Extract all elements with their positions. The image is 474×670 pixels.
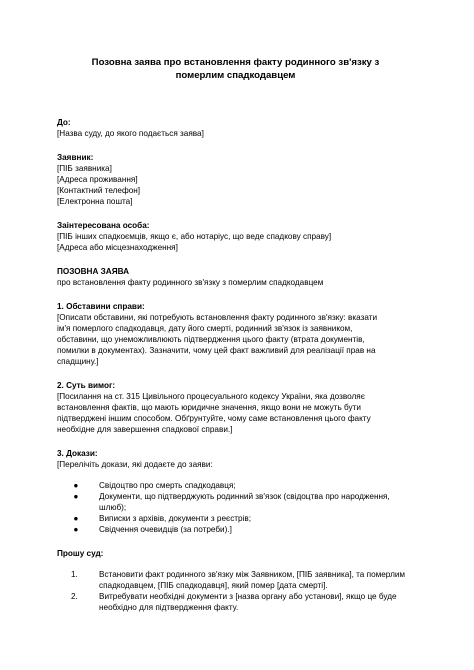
applicant-email: [Електронна пошта] [57, 197, 133, 206]
bullet-icon: ● [73, 481, 79, 490]
interested-party-name: [ПІБ інших спадкоємців, якщо є, або нотаріус, що веде спадкову справу] [57, 232, 332, 241]
applicant-phone: [Контактний телефон] [57, 186, 141, 195]
section-claims-line: необхідне для завершення спадкової справи.] [57, 425, 233, 434]
to-block [57, 117, 414, 139]
interested-party-label: Заінтересована особа: [57, 221, 150, 230]
section-claims-line: [Посилання на ст. 315 Цивільного процесуального кодексу України, яка дозволяє [57, 392, 365, 401]
section-claims-heading: 2. Суть вимог: [57, 381, 116, 390]
list-item: ● Документи, що підтверджують родинний зв'язок (свідоцтва про народження, шлюб); [71, 491, 414, 513]
list-item: 1. Встановити факт родинного зв'язку між Заявником, [ПІБ заявника], та померлим спадкодавцем, [ПІБ спадкодавця], який помер [дата смерті]. [71, 570, 406, 590]
interested-party-block [57, 220, 414, 253]
section-claims [57, 380, 414, 435]
bullet-icon: ● [73, 514, 79, 523]
section-circumstances [57, 301, 414, 367]
request-block [57, 548, 414, 613]
applicant-block [57, 152, 414, 207]
section-claims-line: підтверджені іншим способом. Обґрунтуйте, чому саме встановлення цього факту [57, 414, 371, 423]
section-circumstances-line: спадщину.] [57, 357, 99, 366]
section-evidence-heading: 3. Докази: [57, 449, 98, 458]
section-evidence-intro: [Перелічіть докази, які додаєте до заяви: [57, 460, 213, 469]
section-circumstances-line: обставини, що унеможливлюють підтвердження цього факту (втрата документів, [57, 335, 365, 344]
claim-heading: ПОЗОВНА ЗАЯВА [57, 267, 129, 276]
applicant-address: [Адреса проживання] [57, 175, 138, 184]
request-list [57, 569, 414, 613]
court-name-placeholder: [Назва суду, до якого подається заява] [57, 129, 204, 138]
document-title: Позовна заява про встановлення факту родинного зв'язку з померлим спадкодавцем [91, 57, 380, 81]
claim-subheading: про встановлення факту родинного зв'язку з померлим спадкодавцем [57, 278, 324, 287]
applicant-label: Заявник: [57, 153, 94, 162]
request-heading: Прошу суд: [57, 549, 104, 558]
section-circumstances-heading: 1. Обставини справи: [57, 302, 145, 311]
list-number: 1. [71, 570, 78, 579]
to-label: До: [57, 118, 71, 127]
section-circumstances-line: помилки в документах). Зазначити, чому цей факт важливий для реалізації прав на [57, 346, 376, 355]
list-number: 2. [71, 592, 78, 601]
evidence-list [57, 480, 414, 535]
list-item: ● Виписки з архівів, документи з реєстрів; [71, 513, 414, 524]
section-circumstances-line: ім'я померлого спадкодавця, дату його смерті, родинний зв'язок із заявником, [57, 324, 353, 333]
section-claims-line: встановлення фактів, що мають юридичне значення, якщо вони не можуть бути [57, 403, 361, 412]
claim-heading-block [57, 266, 414, 288]
section-circumstances-line: [Описати обставини, які потребують встановлення факту родинного зв'язку: вказати [57, 313, 378, 322]
list-item: ● Свідчення очевидців (за потреби).] [71, 524, 414, 535]
list-item: ● Свідоцтво про смерть спадкодавця; [71, 480, 414, 491]
section-evidence [57, 448, 414, 535]
interested-party-address: [Адреса або місцезнаходження] [57, 243, 178, 252]
bullet-icon: ● [73, 525, 79, 534]
bullet-icon: ● [73, 492, 79, 501]
list-item: 2. Витребувати необхідні документи з [назва органу або установи], якщо це буде необхідно для підтвердження факту. [71, 592, 397, 612]
applicant-name: [ПІБ заявника] [57, 164, 112, 173]
